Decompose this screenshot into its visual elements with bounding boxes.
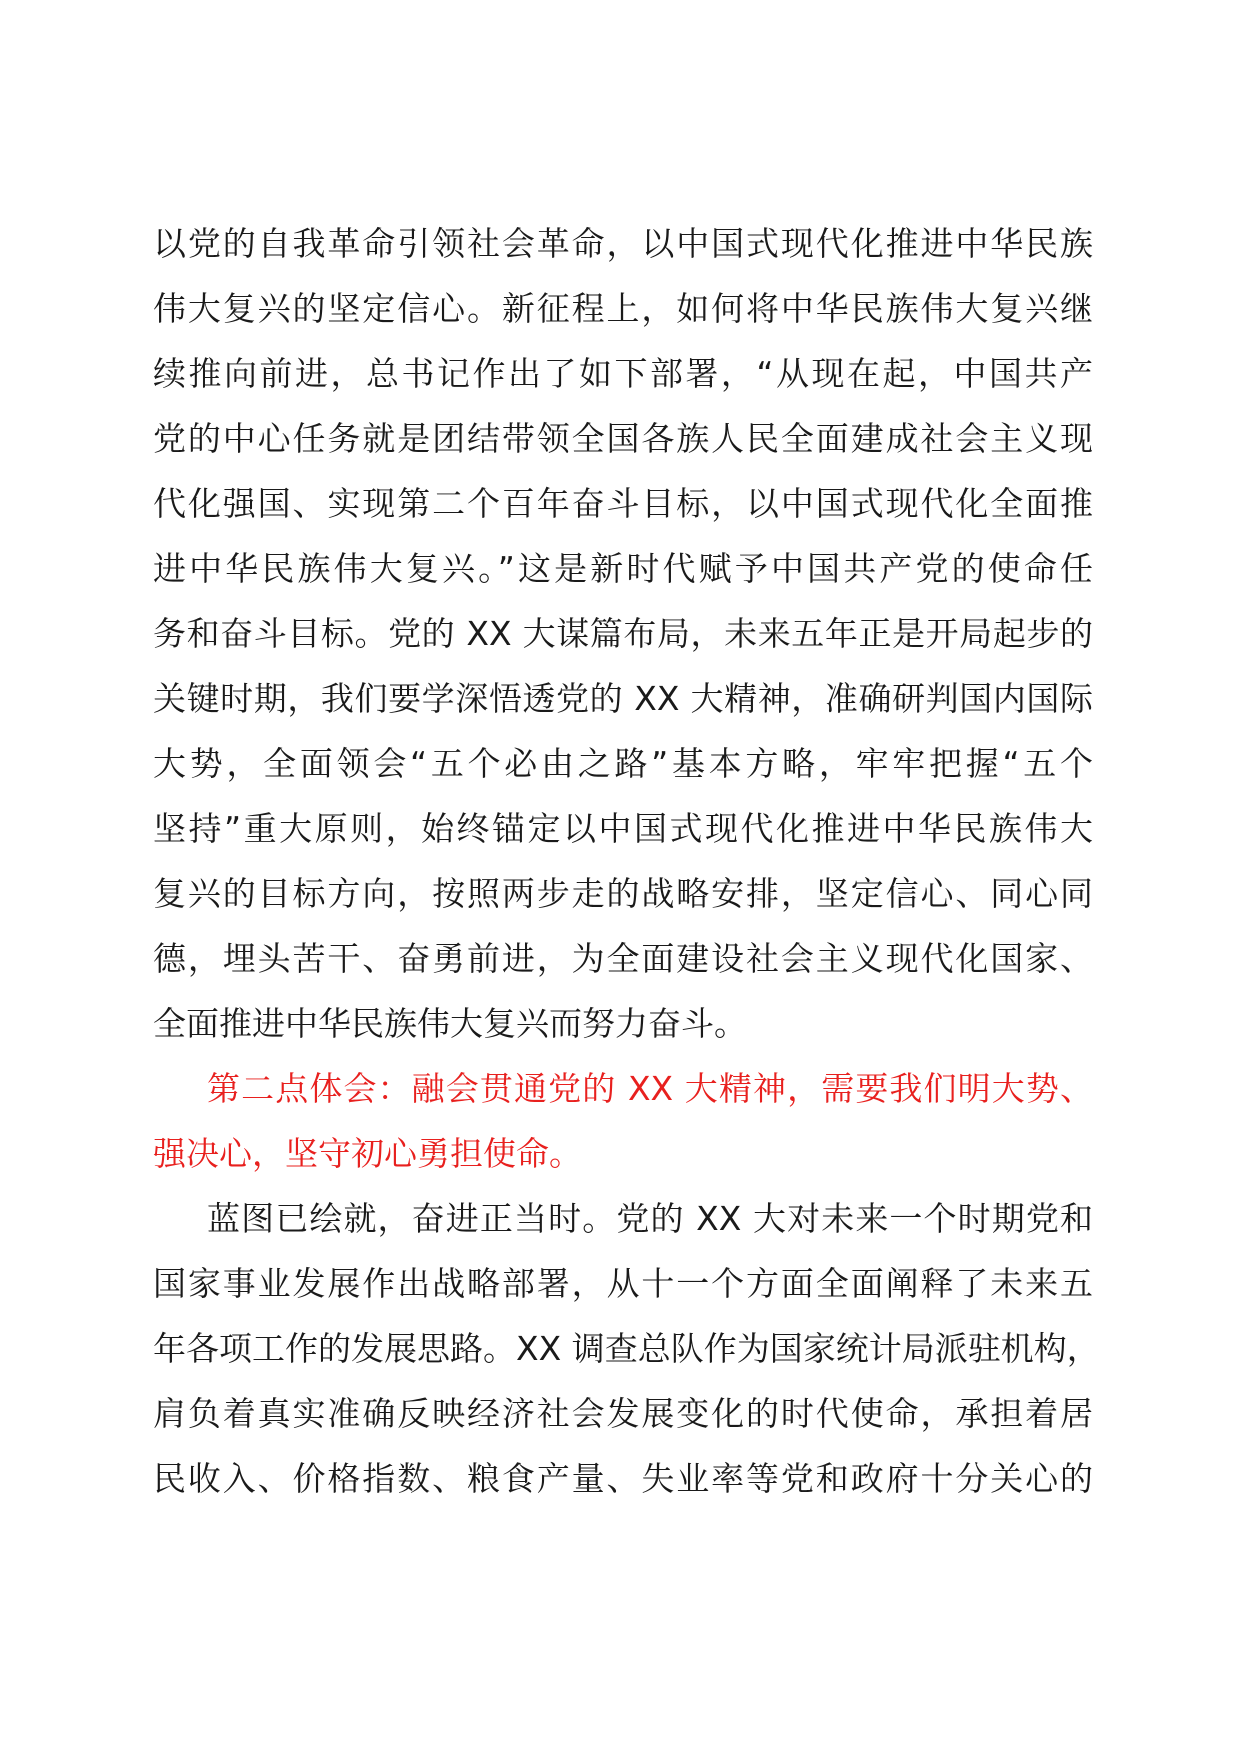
text-line: 年各项工作的发展思路。XX 调查总队作为国家统计局派驻机构， [153,1329,1100,1368]
heading-line: 强决心，坚守初心勇担使命。 [153,1134,582,1173]
text-line: 蓝图已绘就，奋进正当时。党的 XX 大对未来一个时期党和 [207,1199,1093,1238]
text-line: 进中华民族伟大复兴。”这是新时代赋予中国共产党的使命任 [153,549,1093,588]
text-line: 民收入、价格指数、粮食产量、失业率等党和政府十分关心的 [153,1459,1093,1498]
heading-line: 第二点体会：融会贯通党的 XX 大精神，需要我们明大势、 [207,1069,1093,1108]
text-line: 大势，全面领会“五个必由之路”基本方略，牢牢把握“五个 [153,744,1093,783]
text-line: 坚持”重大原则，始终锚定以中国式现代化推进中华民族伟大 [153,809,1093,848]
paragraph-body [153,1186,1100,1511]
text-line: 国家事业发展作出战略部署，从十一个方面全面阐释了未来五 [153,1264,1093,1303]
text-line: 复兴的目标方向，按照两步走的战略安排，坚定信心、同心同 [153,874,1093,913]
text-line: 党的中心任务就是团结带领全国各族人民全面建成社会主义现 [153,419,1093,458]
document-body [153,211,1100,1511]
text-line: 以党的自我革命引领社会革命，以中国式现代化推进中华民族 [153,224,1093,263]
text-line: 肩负着真实准确反映经济社会发展变化的时代使命，承担着居 [153,1394,1093,1433]
text-line: 务和奋斗目标。党的 XX 大谋篇布局，未来五年正是开局起步的 [153,614,1093,653]
text-line: 续推向前进，总书记作出了如下部署，“从现在起，中国共产 [153,354,1093,393]
paragraph-continuation [153,211,1093,1056]
text-line: 德，埋头苦干、奋勇前进，为全面建设社会主义现代化国家、 [153,939,1093,978]
text-line: 关键时期，我们要学深悟透党的 XX 大精神，准确研判国内国际 [153,679,1093,718]
text-line: 伟大复兴的坚定信心。新征程上，如何将中华民族伟大复兴继 [153,289,1093,328]
text-line: 代化强国、实现第二个百年奋斗目标，以中国式现代化全面推 [153,484,1093,523]
text-line: 全面推进中华民族伟大复兴而努力奋斗。 [153,1004,747,1043]
section-heading [153,1056,1093,1186]
